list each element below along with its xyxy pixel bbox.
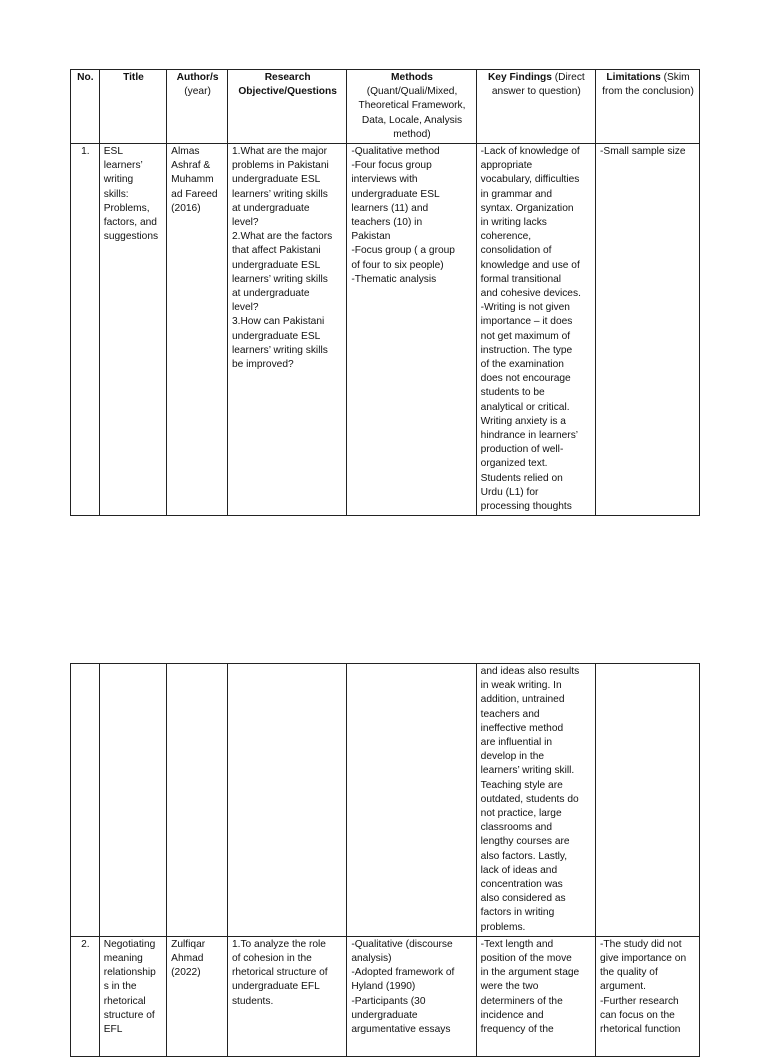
study-findings	[476, 144, 595, 516]
text-line: argument.	[600, 981, 646, 993]
text-line: -Small sample size	[600, 146, 686, 158]
text-line: EFL	[103, 1024, 123, 1036]
text-line: Hyland (1990)	[351, 981, 416, 993]
text-line: learners (11) and	[351, 202, 429, 214]
text-line: and cohesive devices.	[480, 288, 581, 300]
text-line: are influential in	[480, 737, 553, 749]
text-line: develop in the	[480, 751, 545, 763]
text-line: learners’	[103, 160, 143, 172]
text-line: of four to six people)	[351, 259, 444, 271]
header-methods: Methods (Quant/Quali/Mixed, Theoretical Framework, Data, Locale, Analysis method)	[347, 70, 476, 144]
text-line: students to be	[480, 387, 545, 399]
text-line: Writing anxiety is a	[480, 415, 566, 427]
header-findings: Key Findings (Direct answer to question)	[476, 70, 595, 144]
text-line: -Qualitative (discourse	[351, 938, 453, 950]
text-line: 1.To analyze the role	[231, 938, 326, 950]
header-objective: Research Objective/Questions	[227, 70, 346, 144]
text-line: incidence and	[480, 1009, 544, 1021]
text-line: of the examination	[480, 359, 564, 371]
text-line: concentration was	[480, 879, 563, 891]
text-line: learners’ writing skills	[231, 273, 328, 285]
text-line: position of the move	[480, 953, 572, 965]
text-line: undergraduate EFL	[231, 981, 320, 993]
cont-methods	[347, 664, 476, 937]
text-line: addition, untrained	[480, 694, 565, 706]
text-line: writing	[103, 174, 134, 186]
text-line: (2016)	[171, 202, 201, 214]
text-line: also factors. Lastly,	[480, 850, 568, 862]
study-title	[99, 144, 166, 516]
text-line: meaning	[103, 953, 143, 965]
text-line: can focus on the	[600, 1009, 675, 1021]
text-line: analytical or critical.	[480, 401, 570, 413]
text-line: instruction. The type	[480, 344, 573, 356]
text-line: level?	[231, 302, 259, 314]
row-number: 1.	[71, 144, 100, 516]
header-limitations: Limitations (Skim from the conclusion)	[596, 70, 700, 144]
text-line: -The study did not	[600, 938, 682, 950]
cont-title	[99, 664, 166, 937]
text-line: Problems,	[103, 202, 150, 214]
text-line: argumentative essays	[351, 1024, 451, 1036]
text-line: students.	[231, 995, 274, 1007]
header-author: Author/s (year)	[167, 70, 228, 144]
text-line: outdated, students do	[480, 793, 579, 805]
text-line: s in the	[103, 981, 137, 993]
text-line: level?	[231, 217, 259, 229]
study-author	[167, 936, 228, 1056]
text-line: be improved?	[231, 359, 294, 371]
text-line: learners’ writing skills	[231, 344, 328, 356]
study-objective	[227, 144, 346, 516]
text-line: factors in writing	[480, 907, 555, 919]
cont-objective	[227, 664, 346, 937]
text-line: Urdu (L1) for	[480, 486, 539, 498]
text-line: appropriate	[480, 160, 533, 172]
text-line: suggestions	[103, 231, 159, 243]
text-line: -Qualitative method	[351, 146, 440, 158]
text-line: organized text.	[480, 458, 548, 470]
study-methods	[347, 144, 476, 516]
text-line: Students relied on	[480, 472, 563, 484]
text-line: -Participants (30	[351, 995, 426, 1007]
text-line: undergraduate ESL	[231, 330, 321, 342]
study-limitations	[596, 936, 700, 1056]
text-line: Pakistan	[351, 231, 391, 243]
text-line: vocabulary, difficulties	[480, 174, 580, 186]
text-line: syntax. Organization	[480, 202, 574, 214]
text-line: Zulfiqar	[171, 938, 206, 950]
row-number: 2.	[71, 936, 100, 1056]
text-line: -Adopted framework of	[351, 967, 455, 979]
page-gap	[0, 620, 768, 628]
literature-matrix-table-continued	[70, 663, 700, 1057]
text-line: teachers (10) in	[351, 217, 423, 229]
text-line: factors, and	[103, 217, 157, 229]
text-line: 2.What are the factors	[231, 231, 333, 243]
study-findings-continued	[476, 664, 595, 937]
text-line: Ashraf &	[171, 160, 211, 172]
text-line: and ideas also results	[480, 666, 580, 677]
text-line: -Four focus group	[351, 160, 432, 172]
cont-author	[167, 664, 228, 937]
table-row	[71, 144, 700, 516]
text-line: lack of ideas and	[480, 864, 558, 876]
text-line: of cohesion in the	[231, 953, 312, 965]
text-line: give importance on	[600, 953, 687, 965]
text-line: hindrance in learners’	[480, 430, 579, 442]
text-line: importance – it does	[480, 316, 573, 328]
header-title: Title	[99, 70, 166, 144]
text-line: frequency of the	[480, 1024, 554, 1036]
text-line: -Writing is not given	[480, 302, 570, 314]
text-line: does not encourage	[480, 373, 571, 385]
text-line: at undergraduate	[231, 202, 310, 214]
text-line: teachers and	[480, 708, 540, 720]
text-line: undergraduate	[351, 1009, 418, 1021]
text-line: processing thoughts	[480, 501, 572, 513]
text-line: -Text length and	[480, 938, 554, 950]
text-line: in writing lacks	[480, 217, 547, 229]
text-line: problems in Pakistani	[231, 160, 329, 172]
text-line: in grammar and	[480, 188, 552, 200]
text-line: coherence,	[480, 231, 532, 243]
text-line: ad Fareed	[171, 188, 218, 200]
text-line: that affect Pakistani	[231, 245, 321, 257]
text-line: in weak writing. In	[480, 680, 562, 692]
text-line: interviews with	[351, 174, 418, 186]
text-line: lengthy courses are	[480, 836, 570, 848]
text-line: relationship	[103, 967, 156, 979]
table-header-row	[71, 70, 700, 144]
text-line: knowledge and use of	[480, 259, 580, 271]
text-line: learners’ writing skill.	[480, 765, 575, 777]
text-line: consolidation of	[480, 245, 552, 257]
header-no: No.	[71, 70, 100, 144]
text-line: the quality of	[600, 967, 658, 979]
text-line: analysis)	[351, 953, 392, 965]
text-line: also considered as	[480, 893, 566, 905]
text-line: 1.What are the major	[231, 146, 328, 158]
text-line: in the argument stage	[480, 967, 580, 979]
text-line: Ahmad	[171, 953, 204, 965]
text-line: ESL	[103, 146, 123, 158]
cont-limitations	[596, 664, 700, 937]
study-limitations	[596, 144, 700, 516]
text-line: rhetorical	[103, 995, 146, 1007]
literature-matrix-table	[70, 69, 700, 516]
text-line: ineffective method	[480, 722, 564, 734]
text-line: were the two	[480, 981, 539, 993]
text-line: undergraduate ESL	[231, 174, 321, 186]
text-line: Teaching style are	[480, 779, 563, 791]
table-row-continued	[71, 664, 700, 937]
text-line: at undergraduate	[231, 288, 310, 300]
study-findings	[476, 936, 595, 1056]
document-page-2	[0, 628, 768, 1036]
cont-no	[71, 664, 100, 937]
text-line: structure of	[103, 1009, 155, 1021]
study-author	[167, 144, 228, 516]
text-line: -Thematic analysis	[351, 273, 437, 285]
text-line: not practice, large	[480, 808, 562, 820]
text-line: rhetorical function	[600, 1024, 681, 1036]
text-line: rhetorical structure of	[231, 967, 328, 979]
study-objective	[227, 936, 346, 1056]
text-line: Muhamm	[171, 174, 214, 186]
text-line: determiners of the	[480, 995, 563, 1007]
table-row	[71, 936, 700, 1056]
text-line: problems.	[480, 921, 526, 933]
text-line: -Further research	[600, 995, 679, 1007]
study-methods	[347, 936, 476, 1056]
text-line: undergraduate ESL	[231, 259, 321, 271]
text-line: learners’ writing skills	[231, 188, 328, 200]
text-line: Negotiating	[103, 938, 156, 950]
text-line: -Focus group ( a group	[351, 245, 455, 257]
text-line: classrooms and	[480, 822, 552, 834]
text-line: (2022)	[171, 967, 201, 979]
text-line: not get maximum of	[480, 330, 571, 342]
text-line: undergraduate ESL	[351, 188, 440, 200]
study-title	[99, 936, 166, 1056]
text-line: 3.How can Pakistani	[231, 316, 325, 328]
text-line: Almas	[171, 146, 200, 158]
text-line: production of well-	[480, 444, 564, 456]
text-line: formal transitional	[480, 273, 562, 285]
text-line: -Lack of knowledge of	[480, 146, 580, 158]
text-line: skills:	[103, 188, 129, 200]
